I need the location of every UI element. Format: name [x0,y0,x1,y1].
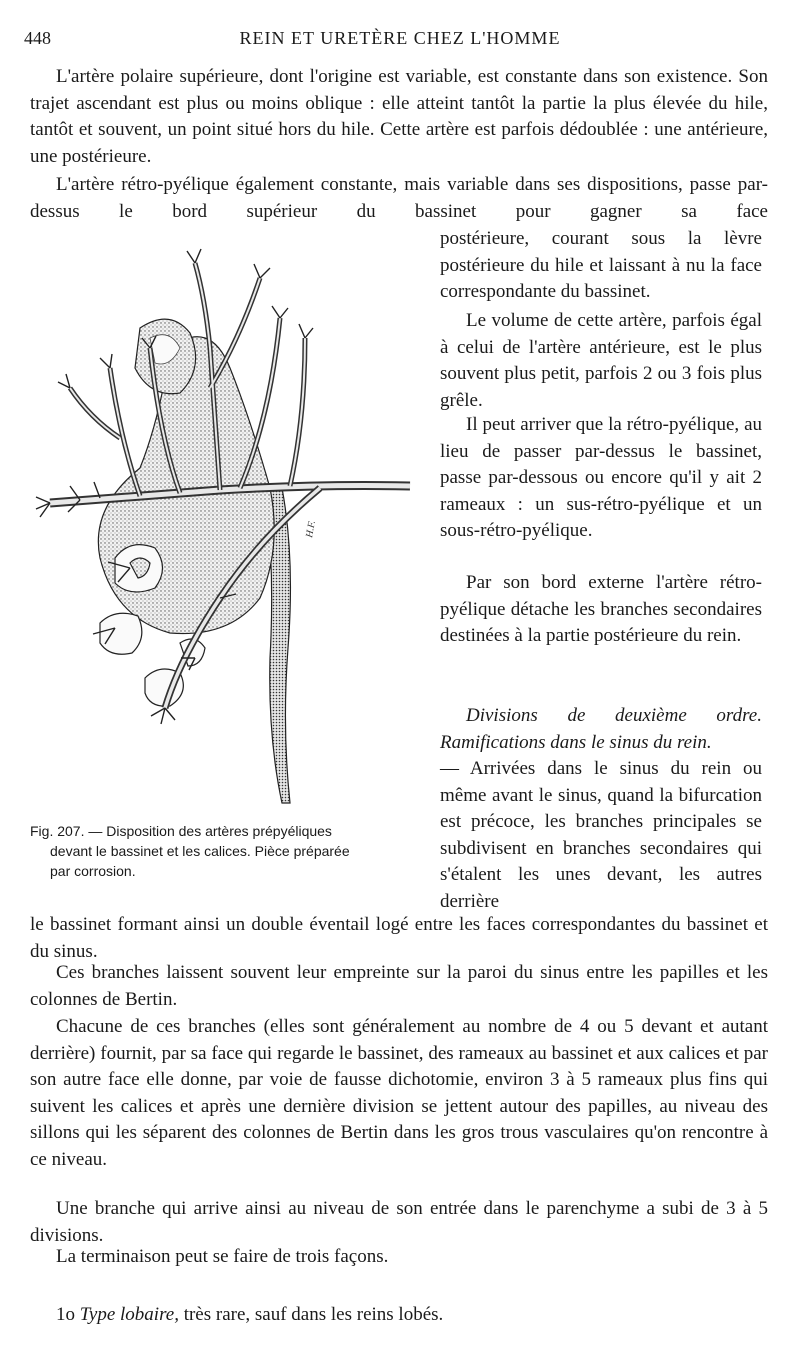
paragraph-divisions: — Arrivées dans le sinus du rein ou même avant le sinus, quand la bifurcation est précoce, les branches principales se subdivisent en branches secondaires qui s'étalent les unes devant, les autres derrière [440,758,762,912]
list-item-lobar-type [30,1302,768,1329]
section-heading: Divisions de deuxième ordre. Ramifications dans le sinus du rein. [440,705,762,753]
list-text: très rare, sauf dans les reins lobés. [183,1304,444,1325]
figure-caption [30,821,422,881]
paragraph-retro-pyelic-intro: L'artère rétro-pyélique également constante, mais variable dans ses dispositions, passe par-dessus le bord supérieur du bassinet pour gagner sa face [30,174,768,222]
caption-line-1: Fig. 207. — Disposition des artères prépyéliques [30,823,332,839]
paragraph-imprint: Ces branches laissent souvent leur empreinte sur la paroi du sinus entre les papilles et les colonnes de Bertin. [30,962,768,1010]
paragraph-double-fan: le bassinet formant ainsi un double éventail logé entre les faces correspondantes du bassinet et du sinus. [30,914,768,962]
page-number: 448 [24,28,51,48]
list-number: 1o [56,1304,75,1325]
list-term: Type lobaire, [79,1304,179,1325]
engraver-signature: H.F. [304,519,318,539]
paragraph-volume: Le volume de cette artère, parfois égal à celui de l'artère antérieure, est le plus souvent plus petit, parfois 2 ou 3 fois plus grêle. [440,310,762,411]
paragraph-external-border: Par son bord externe l'artère rétro-pyélique détache les branches secondaires destinées à la partie postérieure du rein. [440,572,762,646]
paragraph-parenchyma: Une branche qui arrive ainsi au niveau de son entrée dans le parenchyme a subi de 3 à 5 divisions. [30,1198,768,1246]
caption-line-3: par corrosion. [50,863,136,879]
running-title: REIN ET URETÈRE CHEZ L'HOMME [239,28,561,48]
paragraph-termination: La terminaison peut se faire de trois façons. [56,1246,389,1267]
figure-renal-arteries [20,238,420,808]
paragraph-retro-pyelic-cont: postérieure, courant sous la lèvre postérieure du hile et laissant à nu la face correspondante du bassinet. [440,228,762,302]
paragraph-variation: Il peut arriver que la rétro-pyélique, au lieu de passer par-dessus le bassinet, passe par-dessous ou encore qu'il y ait 2 rameaux : un sus-rétro-pyélique et un sous-rétro-pyélique. [440,414,762,541]
paragraph-polar-artery: L'artère polaire supérieure, dont l'origine est variable, est constante dans son existence. Son trajet ascendant est plus ou moins oblique : elle atteint tantôt la partie la plus élevée du hile, tantôt et souvent, un point situé hors du hile. Cette artère est parfois dédoublée : une antérieure, une postérieure. [30,66,768,167]
paragraph-branches: Chacune de ces branches (elles sont généralement au nombre de 4 ou 5 devant et autant derrière) fournit, par sa face qui regarde le bassinet, des rameaux au bassinet et aux calices et par son autre face elle donne, par voie de fausse dichotomie, environ 3 à 5 rameaux plus fins qui suivent les calices et après une dernière division se jettent autour des papilles, au niveau des sillons qui les séparent des colonnes de Bertin dans les gros trous vasculaires qu'on rencontre à ce niveau. [30,1016,768,1170]
caption-line-2: devant le bassinet et les calices. Pièce préparée [50,843,350,859]
running-head [24,28,776,50]
